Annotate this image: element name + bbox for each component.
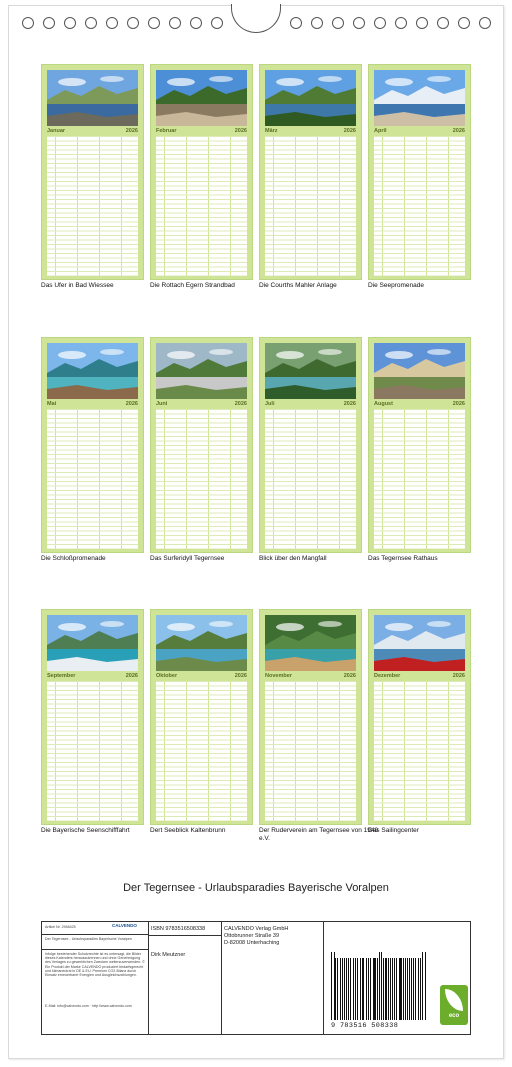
barcode-bar xyxy=(357,958,358,1020)
barcode-bar xyxy=(348,958,349,1020)
publisher-line-2: Ottobrunner Straße 39 xyxy=(224,933,280,939)
month-name: Oktober xyxy=(156,673,178,679)
month-header xyxy=(156,673,247,681)
barcode-bar xyxy=(409,958,410,1020)
barcode-bar xyxy=(394,958,395,1020)
barcode-bar xyxy=(331,952,332,1020)
month-photo xyxy=(265,615,356,671)
month-photo xyxy=(374,343,465,399)
footer-isbn-column xyxy=(148,922,222,1034)
month-frame xyxy=(259,64,362,280)
barcode-bar xyxy=(385,958,387,1020)
month-year: 2026 xyxy=(452,673,465,679)
barcode-bar xyxy=(383,958,384,1020)
binding-hole xyxy=(127,17,139,29)
barcode-bar xyxy=(381,952,382,1020)
planner-grid xyxy=(374,136,465,276)
month-name: November xyxy=(265,673,292,679)
month-name: Januar xyxy=(47,128,66,134)
binding-hole xyxy=(169,17,181,29)
month-frame xyxy=(368,609,471,825)
month-header xyxy=(374,673,465,681)
month-header xyxy=(265,128,356,136)
barcode-bar xyxy=(344,958,345,1020)
month-caption: Die Schloßpromenade xyxy=(41,555,106,562)
month-photo xyxy=(265,343,356,399)
month-header xyxy=(47,673,138,681)
barcode-bar xyxy=(399,958,400,1020)
month-year: 2026 xyxy=(452,128,465,134)
footer-barcode-column xyxy=(323,922,470,1034)
barcode-bar xyxy=(366,958,367,1020)
barcode-bar xyxy=(418,958,419,1020)
binding-hole xyxy=(290,17,302,29)
month-name: Mai xyxy=(47,401,57,407)
binding-hole xyxy=(458,17,470,29)
barcode-bar xyxy=(350,958,351,1020)
month-caption: Das Surferidyll Tegernsee xyxy=(150,555,225,562)
month-header xyxy=(156,401,247,409)
barcode-bar xyxy=(340,958,342,1020)
month-header xyxy=(47,401,138,409)
binding-hole xyxy=(479,17,491,29)
month-name: April xyxy=(374,128,387,134)
publisher-line-3: D-82008 Unterhaching xyxy=(224,940,280,946)
month-caption: Der Ruderverein am Tegernsee von 1949 e.V. xyxy=(259,827,379,842)
binding-hole xyxy=(85,17,97,29)
barcode-bar xyxy=(362,958,363,1020)
barcode-bar xyxy=(377,958,378,1020)
binding-hole xyxy=(22,17,34,29)
barcode-bar xyxy=(400,958,402,1020)
month-year: 2026 xyxy=(234,673,247,679)
barcode-bar xyxy=(422,952,423,1020)
barcode-bar xyxy=(390,958,391,1020)
planner-grid xyxy=(374,681,465,821)
binding-hole xyxy=(353,17,365,29)
month-name: September xyxy=(47,673,76,679)
month-year: 2026 xyxy=(343,673,356,679)
footer-article-column xyxy=(42,922,149,1034)
barcode-bar xyxy=(415,958,417,1020)
footer-publisher-column xyxy=(221,922,324,1034)
binding-hole xyxy=(148,17,160,29)
barcode-bar xyxy=(413,958,414,1020)
month-header xyxy=(265,673,356,681)
barcode-bar xyxy=(335,958,336,1020)
barcode-bar xyxy=(370,958,371,1020)
isbn: ISBN 9783516508338 xyxy=(151,926,206,932)
month-photo xyxy=(47,615,138,671)
month-year: 2026 xyxy=(234,128,247,134)
barcode-bar xyxy=(388,958,389,1020)
month-photo xyxy=(156,615,247,671)
month-name: März xyxy=(265,128,278,134)
month-year: 2026 xyxy=(343,128,356,134)
month-year: 2026 xyxy=(234,401,247,407)
barcode-bar xyxy=(342,958,343,1020)
planner-grid xyxy=(156,136,247,276)
month-year: 2026 xyxy=(343,401,356,407)
month-header xyxy=(374,401,465,409)
planner-grid xyxy=(47,681,138,821)
month-frame xyxy=(368,64,471,280)
contact-email: E-Mail: info@calvendo.com · http://www.calvendo.com xyxy=(45,1004,132,1008)
binding-hole xyxy=(374,17,386,29)
month-frame xyxy=(41,609,144,825)
month-year: 2026 xyxy=(125,128,138,134)
month-photo xyxy=(47,70,138,126)
month-name: August xyxy=(374,401,393,407)
barcode-bar xyxy=(379,952,380,1020)
article-number: Artikel Nr. 2946425 xyxy=(45,925,76,929)
month-photo xyxy=(156,70,247,126)
month-frame xyxy=(259,337,362,553)
barcode-bar xyxy=(407,958,408,1020)
month-caption: Die Courths Mahler Anlage xyxy=(259,282,337,289)
binding-hole xyxy=(437,17,449,29)
barcode-bar xyxy=(425,952,426,1020)
barcode-bar xyxy=(411,958,412,1020)
binding-hole xyxy=(190,17,202,29)
barcode-bar xyxy=(374,958,375,1020)
barcode-bar xyxy=(334,952,335,1020)
month-caption: Das Ufer in Bad Wiessee xyxy=(41,282,114,289)
barcode-bar xyxy=(346,958,347,1020)
barcode-bar xyxy=(353,958,354,1020)
month-name: Dezember xyxy=(374,673,401,679)
barcode-bar xyxy=(396,958,397,1020)
month-header xyxy=(156,128,247,136)
month-photo xyxy=(374,70,465,126)
publisher-line-1: CALVENDO Verlag GmbH xyxy=(224,926,289,932)
planner-grid xyxy=(47,136,138,276)
barcode-bar xyxy=(368,958,370,1020)
month-year: 2026 xyxy=(125,673,138,679)
binding-hole xyxy=(416,17,428,29)
planner-grid xyxy=(156,409,247,549)
ean-number: 9 783516 508338 xyxy=(331,1022,399,1030)
month-frame xyxy=(150,337,253,553)
month-name: Juni xyxy=(156,401,168,407)
month-year: 2026 xyxy=(452,401,465,407)
barcode-bar xyxy=(403,958,404,1020)
binding-hole xyxy=(43,17,55,29)
binding-hole xyxy=(332,17,344,29)
barcode-bar xyxy=(373,958,374,1020)
month-frame xyxy=(150,64,253,280)
product-info-footer xyxy=(41,921,471,1035)
legal-text: Infolge bestehender Schutzrechte ist es untersagt, die Bilder dieses Kalenders herauszutrennen und ohne Genehmigung des Verlages zu gewerblichen Zwecken weiterzuverwenden. © Ein Produkt der Marke CALVENDO produziert bedarfsgerecht und klimaneutral in DE & EU. Premium CO2-Bilanz durch Einsatz erneuerbarer Energien und Ausgleichszahlungen. xyxy=(45,952,145,978)
month-header xyxy=(47,128,138,136)
month-caption: Die Bayerische Seenschifffahrt xyxy=(41,827,130,834)
planner-grid xyxy=(156,681,247,821)
ean-barcode xyxy=(331,950,426,1020)
month-name: Juli xyxy=(265,401,275,407)
binding-hole xyxy=(106,17,118,29)
planner-grid xyxy=(265,136,356,276)
binding-hole xyxy=(211,17,223,29)
planner-grid xyxy=(265,409,356,549)
month-name: Februar xyxy=(156,128,177,134)
short-title: Der Tegernsee - Urlaubsparadies Bayerische Voralpen xyxy=(45,937,132,941)
month-caption: Blick über den Mangfall xyxy=(259,555,327,562)
month-photo xyxy=(374,615,465,671)
barcode-bar xyxy=(392,958,393,1020)
barcode-bar xyxy=(360,958,361,1020)
month-year: 2026 xyxy=(125,401,138,407)
barcode-bar xyxy=(337,958,338,1020)
eco-label: eco xyxy=(448,1013,460,1019)
month-photo xyxy=(47,343,138,399)
month-caption: Die Rottach Egern Strandbad xyxy=(150,282,235,289)
month-frame xyxy=(150,609,253,825)
month-caption: Das Sailingcenter xyxy=(368,827,419,834)
month-frame xyxy=(41,64,144,280)
calendar-title: Der Tegernsee - Urlaubsparadies Bayerische Voralpen xyxy=(123,882,389,894)
eco-badge xyxy=(440,985,468,1025)
calvendo-logo: CALVENDO xyxy=(112,923,137,928)
planner-grid xyxy=(47,409,138,549)
month-frame xyxy=(368,337,471,553)
month-caption: Dert Seeblick Kaltenbrunn xyxy=(150,827,226,834)
month-caption: Die Seepromenade xyxy=(368,282,425,289)
month-photo xyxy=(265,70,356,126)
author: Dirk Meutzner xyxy=(151,952,186,958)
barcode-bar xyxy=(355,958,357,1020)
planner-grid xyxy=(265,681,356,821)
binding-hole xyxy=(311,17,323,29)
month-photo xyxy=(156,343,247,399)
barcode-bar xyxy=(420,958,421,1020)
month-frame xyxy=(259,609,362,825)
month-caption: Das Tegernsee Rathaus xyxy=(368,555,438,562)
month-frame xyxy=(41,337,144,553)
binding-hole xyxy=(64,17,76,29)
month-header xyxy=(265,401,356,409)
binding-hole xyxy=(395,17,407,29)
planner-grid xyxy=(374,409,465,549)
month-header xyxy=(374,128,465,136)
barcode-bar xyxy=(363,958,364,1020)
barcode-bar xyxy=(405,958,406,1020)
leaf-icon xyxy=(445,989,463,1011)
